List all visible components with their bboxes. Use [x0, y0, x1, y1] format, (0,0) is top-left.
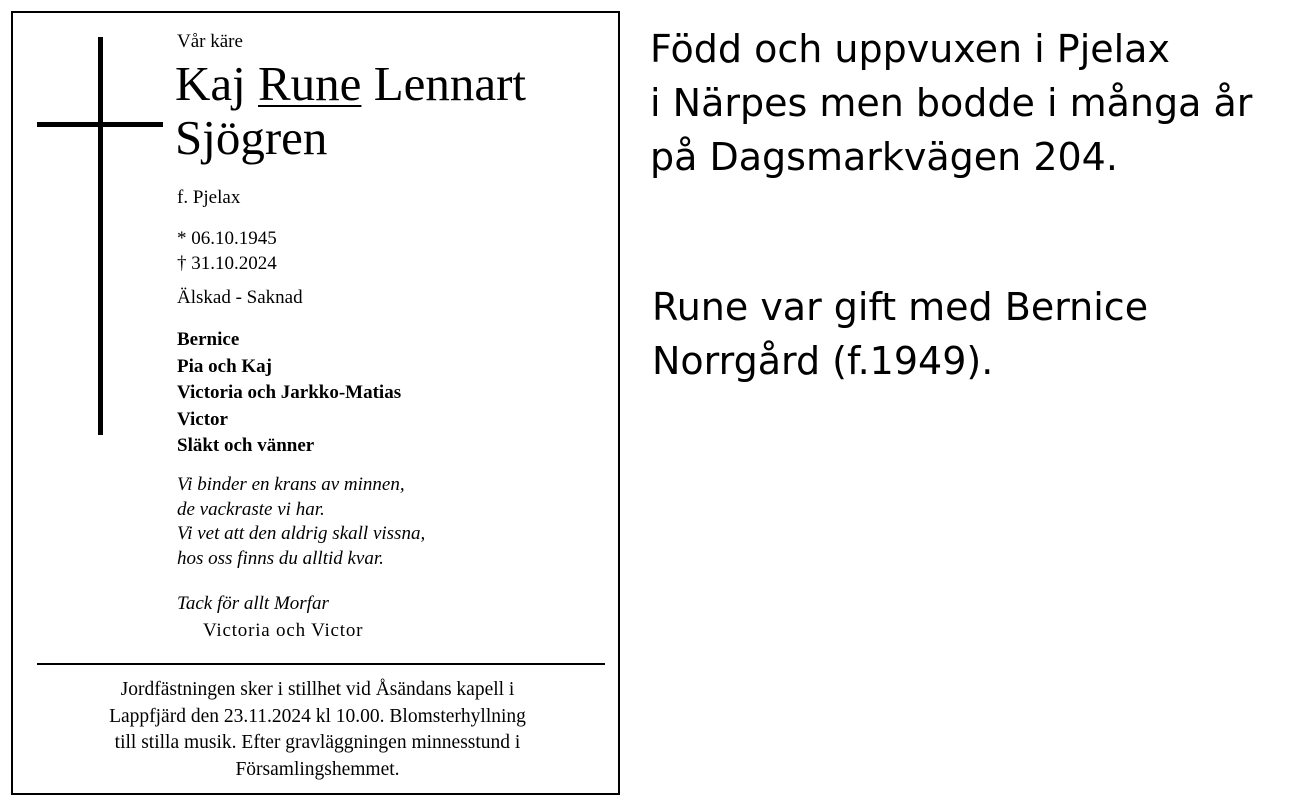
poem-line: Vi vet att den aldrig skall vissna,: [177, 523, 426, 544]
second-name: Lennart: [373, 56, 527, 111]
bio-paragraph-2: [652, 280, 1312, 388]
mourner: Victoria och Jarkko-Matias: [177, 382, 402, 403]
first-name: Kaj: [175, 56, 246, 111]
birthplace: f. Pjelax: [177, 187, 241, 208]
cross-icon-horizontal: [37, 122, 163, 127]
poem-line: Vi binder en krans av minnen,: [177, 474, 405, 495]
bio-line: Norrgård (f.1949).: [652, 339, 994, 383]
cross-icon-vertical: [98, 37, 103, 435]
funeral-line: till stilla musik. Efter gravläggningen minnesstund i: [114, 732, 521, 753]
poem: [177, 473, 425, 571]
mourner: Bernice: [177, 329, 240, 350]
bio-paragraph-1: [650, 22, 1310, 184]
funeral-line: Lappfjärd den 23.11.2024 kl 10.00. Blomsterhyllning: [109, 705, 526, 727]
mourners-list: [177, 327, 401, 460]
bio-line: i Närpes men bodde i många år: [650, 81, 1253, 125]
funeral-info: [23, 677, 612, 783]
poem-line: hos oss finns du alltid kvar.: [177, 547, 384, 569]
signers: Victoria och Victor: [203, 620, 364, 641]
loved-missed: Älskad - Saknad: [177, 287, 303, 308]
surname: Sjögren: [175, 110, 328, 165]
birth-date: * 06.10.1945: [177, 228, 277, 249]
death-date: † 31.10.2024: [177, 253, 277, 274]
dates: [177, 226, 277, 276]
bio-line: Rune var gift med Bernice: [652, 285, 1149, 329]
funeral-line: Församlingshemmet.: [235, 758, 400, 780]
bio-line: på Dagsmarkvägen 204.: [650, 135, 1118, 179]
mourner: Släkt och vänner: [177, 435, 315, 456]
intro-text: Vår käre: [177, 31, 243, 52]
funeral-line: Jordfästningen sker i stillhet vid Åsändans kapell i: [120, 679, 515, 700]
bio-line: Född och uppvuxen i Pjelax: [650, 27, 1170, 71]
mourner: Pia och Kaj: [177, 355, 272, 377]
deceased-name: [175, 57, 526, 165]
poem-line: de vackraste vi har.: [177, 498, 325, 520]
called-name: Rune: [258, 56, 362, 111]
thanks-line: Tack för allt Morfar: [177, 593, 329, 614]
divider: [37, 663, 605, 665]
mourner: Victor: [177, 408, 228, 430]
death-notice: [11, 11, 620, 795]
